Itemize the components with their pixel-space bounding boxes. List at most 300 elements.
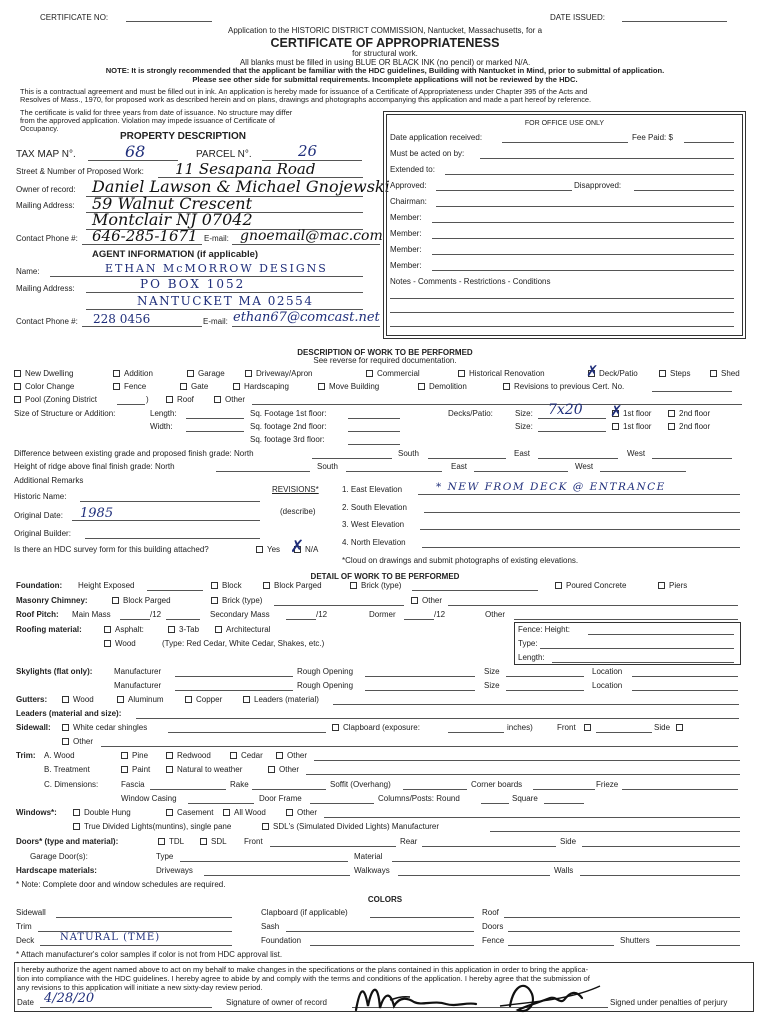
doors-rear-field[interactable]: [422, 846, 556, 847]
ridge-label: Height of ridge above final finish grade: North: [14, 462, 175, 471]
garage-type-field[interactable]: [180, 861, 348, 862]
front-field[interactable]: [596, 732, 652, 733]
treatment-other-checkbox[interactable]: [268, 766, 275, 773]
ridge-west-field[interactable]: [600, 471, 686, 472]
office-notes-line-2[interactable]: [390, 312, 734, 313]
skylights-size-2: Size: [484, 681, 500, 690]
certificate-no-field[interactable]: [126, 21, 212, 22]
agent-mailing-value-1[interactable]: PO BOX 1052: [140, 277, 246, 291]
driveway-checkbox[interactable]: [245, 370, 252, 377]
date-issued-field[interactable]: [622, 21, 727, 22]
paint-checkbox[interactable]: [121, 766, 128, 773]
skylights-location-2: Location: [592, 681, 623, 690]
dormer-label: Dormer: [369, 610, 396, 619]
agent-email-value[interactable]: ethan67@comcast.net: [233, 310, 380, 325]
doors-side-field[interactable]: [582, 846, 740, 847]
detail-heading: DETAIL OF WORK TO BE PERFORMED: [310, 572, 460, 581]
trim-wood-other-field[interactable]: [314, 760, 740, 761]
clapboard-checkbox[interactable]: [332, 724, 339, 731]
date-value[interactable]: 4/28/20: [44, 991, 95, 1006]
doors-sdl-label: SDL: [211, 837, 227, 846]
historical-checkbox[interactable]: [458, 370, 465, 377]
doors-side-label: Side: [560, 837, 577, 846]
office-approved-line[interactable]: [436, 190, 572, 191]
revision-west: 3. West Elevation: [342, 520, 405, 529]
foundation-brick-label: Brick (type): [361, 581, 402, 590]
penalties-label: Signed under penalties of perjury: [610, 998, 728, 1007]
hardscape-label: Hardscape materials:: [16, 866, 97, 875]
tax-map-value[interactable]: 68: [125, 142, 146, 161]
skylights-manufacturer-1: Manufacturer: [114, 667, 162, 676]
deck-size-label: Size:: [515, 409, 533, 418]
roof-pitch-label: Roof Pitch:: [16, 610, 59, 619]
colors-deck-value[interactable]: NATURAL (TME): [60, 932, 161, 943]
fence-length-field[interactable]: [552, 662, 734, 663]
walls-field[interactable]: [580, 875, 740, 876]
side-checkbox[interactable]: [676, 724, 683, 731]
sidewall-other-checkbox[interactable]: [62, 738, 69, 745]
colors-doors-field[interactable]: [508, 931, 740, 932]
pool-label: Pool (Zoning District: [25, 395, 98, 404]
survey-na-check-icon: ✗: [290, 537, 305, 557]
valid-line-1: The certificate is valid for three years from date of issuance. No structure may differ: [20, 108, 293, 117]
white-cedar-checkbox[interactable]: [62, 724, 69, 731]
demolition-checkbox[interactable]: [418, 383, 425, 390]
corner-boards-field[interactable]: [533, 789, 595, 790]
office-notes: Notes - Comments - Restrictions - Conditions: [390, 277, 551, 286]
revision-north-field[interactable]: [422, 547, 740, 548]
square-label: Square: [512, 794, 538, 803]
grade-north-field[interactable]: [312, 458, 392, 459]
work-subheading: See reverse for required documentation.: [313, 356, 457, 365]
office-extended-line[interactable]: [445, 174, 734, 175]
gutters-copper-checkbox[interactable]: [185, 696, 192, 703]
clapboard-exposure-field[interactable]: [448, 732, 504, 733]
office-disapproved: Disapproved:: [574, 181, 622, 190]
note-line-2: Please see other side for submittal requirements. Incomplete applications will not be reviewed by the HDC.: [192, 75, 578, 84]
colors-roof-field[interactable]: [504, 917, 740, 918]
driveways-field[interactable]: [204, 875, 350, 876]
sqft-1-field[interactable]: [348, 418, 400, 419]
office-disapproved-line[interactable]: [634, 190, 734, 191]
street-value[interactable]: 11 Sesapana Road: [175, 160, 316, 178]
width-field[interactable]: [186, 431, 244, 432]
doors-front-field[interactable]: [270, 846, 396, 847]
colors-sash-label: Sash: [261, 922, 280, 931]
white-cedar-field[interactable]: [168, 732, 326, 733]
length-label: Length:: [150, 409, 177, 418]
authorize-line-1: I hereby authorize the agent named above to act on my behalf to make changes in the specifications or the plans contained in this application in order to bring the applica-: [17, 965, 589, 974]
ridge-north-field[interactable]: [216, 471, 310, 472]
shed-checkbox[interactable]: [710, 370, 717, 377]
agent-name-value[interactable]: ETHAN McMORROW DESIGNS: [105, 262, 328, 275]
mailing-label: Mailing Address:: [16, 201, 75, 210]
poured-concrete-label: Poured Concrete: [566, 581, 627, 590]
front-checkbox[interactable]: [584, 724, 591, 731]
email-line: [232, 244, 380, 245]
architectural-checkbox[interactable]: [215, 626, 222, 633]
windows-other-checkbox[interactable]: [286, 809, 293, 816]
move-building-label: Move Building: [329, 382, 380, 391]
new-dwelling-checkbox[interactable]: [14, 370, 21, 377]
dormer-twelve: /12: [434, 610, 446, 619]
dormer-field[interactable]: [404, 619, 434, 620]
ridge-south-field[interactable]: [346, 471, 442, 472]
sqft-3-label: Sq. footage 3rd floor:: [250, 435, 325, 444]
roofing-material-label: Roofing material:: [16, 625, 82, 634]
chimney-brick-label: Brick (type): [222, 596, 263, 605]
sqft-2-field[interactable]: [348, 431, 400, 432]
other-label: Other: [225, 395, 246, 404]
skylights-rough-1-field[interactable]: [365, 676, 475, 677]
revision-east: 1. East Elevation: [342, 485, 403, 494]
deck-2nd-floor-checkbox[interactable]: [668, 410, 675, 417]
colors-foundation-field[interactable]: [310, 945, 474, 946]
driveway-label: Driveway/Apron: [256, 369, 313, 378]
treatment-other-label: Other: [279, 765, 300, 774]
tdl-label: TDL: [169, 837, 185, 846]
rake-field[interactable]: [252, 789, 326, 790]
colors-clapboard-field[interactable]: [370, 917, 474, 918]
grade-east-field[interactable]: [538, 458, 618, 459]
revision-east-value[interactable]: * NEW FROM DECK @ ENTRANCE: [436, 481, 666, 493]
leaders-material-checkbox[interactable]: [243, 696, 250, 703]
patio-size-field[interactable]: [538, 431, 606, 432]
pool-zoning-field[interactable]: [117, 404, 145, 405]
foundation-block-parged-checkbox[interactable]: [263, 582, 270, 589]
note-line-1: NOTE: It is strongly recommended that the applicant be familiar with the HDC guidelines, Building with Nantucket in Mind, prior to submittal of application.: [105, 66, 665, 75]
pool-checkbox[interactable]: [14, 396, 21, 403]
revision-south-field[interactable]: [424, 512, 740, 513]
survey-yes-checkbox[interactable]: [256, 546, 263, 553]
roof-other-label: Other: [485, 610, 506, 619]
doors-rear-label: Rear: [400, 837, 418, 846]
survey-question: Is there an HDC survey form for this building attached?: [14, 545, 209, 554]
revisions-prev-checkbox[interactable]: [503, 383, 510, 390]
length-field[interactable]: [186, 418, 244, 419]
other-checkbox[interactable]: [214, 396, 221, 403]
foundation-brick-field[interactable]: [412, 590, 538, 591]
garage-type-label: Type: [156, 852, 174, 861]
valid-line-3: Occupancy.: [20, 124, 59, 133]
redwood-checkbox[interactable]: [166, 752, 173, 759]
office-fee-paid: Fee Paid: $: [632, 133, 673, 142]
leaders-material-field[interactable]: [333, 704, 739, 705]
trim-wood-other-checkbox[interactable]: [276, 752, 283, 759]
owner-signature[interactable]: [350, 976, 610, 1020]
skylights-manufacturer-2-field[interactable]: [175, 690, 293, 691]
original-builder-label: Original Builder:: [14, 529, 71, 538]
colors-doors-label: Doors: [482, 922, 504, 931]
grade-west-field[interactable]: [652, 458, 732, 459]
difference-grade-label: Difference between existing grade and proposed finish grade: North: [14, 449, 254, 458]
garage-label: Garage: [198, 369, 225, 378]
sdl-label: SDL's (Simulated Divided Lights) Manufacturer: [273, 822, 440, 831]
original-builder-field[interactable]: [85, 538, 260, 539]
skylights-location-2-field[interactable]: [632, 690, 738, 691]
all-wood-checkbox[interactable]: [223, 809, 230, 816]
grade-south-label: South: [398, 449, 419, 458]
leaders-size-field[interactable]: [136, 718, 739, 719]
redwood-label: Redwood: [177, 751, 211, 760]
window-casing-label: Window Casing: [121, 794, 177, 803]
window-casing-field[interactable]: [188, 803, 254, 804]
trim-c-label: C. Dimensions:: [44, 780, 99, 789]
walkways-label: Walkways: [354, 866, 390, 875]
agent-email-line: [232, 326, 380, 327]
garage-material-field[interactable]: [392, 861, 740, 862]
skylights-size-2-field[interactable]: [506, 690, 584, 691]
other-field[interactable]: [252, 404, 742, 405]
signature-label: Signature of owner of record: [226, 998, 327, 1007]
height-exposed-label: Height Exposed: [78, 581, 135, 590]
office-must-be-acted-line[interactable]: [480, 158, 734, 159]
original-date-label: Original Date:: [14, 511, 63, 520]
grade-south-field[interactable]: [428, 458, 506, 459]
true-divided-checkbox[interactable]: [73, 823, 80, 830]
work-heading: DESCRIPTION OF WORK TO BE PERFORMED: [297, 348, 473, 357]
foundation-block-label: Block: [222, 581, 242, 590]
colors-sash-field[interactable]: [286, 931, 474, 932]
cloud-note: *Cloud on drawings and submit photographs of existing elevations.: [342, 556, 579, 565]
patio-2nd-floor-checkbox[interactable]: [668, 423, 675, 430]
door-frame-field[interactable]: [310, 803, 374, 804]
mailing-value-2[interactable]: Montclair NJ 07042: [92, 210, 253, 229]
main-mass-blank: [166, 619, 200, 620]
certificate-no-label: CERTIFICATE NO:: [40, 13, 109, 22]
walls-label: Walls: [554, 866, 574, 875]
owner-value[interactable]: Daniel Lawson & Michael Gnojewski: [92, 177, 390, 196]
office-heading: FOR OFFICE USE ONLY: [524, 120, 605, 127]
roof-label: Roof: [177, 395, 194, 404]
contract-line-1: This is a contractual agreement and must be filled out in ink. An application is hereby made for issuance of a Certificate of Appropriateness under Chapter 395 of the Acts and: [20, 87, 588, 96]
trim-b-label: B. Treatment: [44, 765, 90, 774]
chimney-block-parged-label: Block Parged: [123, 596, 171, 605]
fascia-field[interactable]: [150, 789, 226, 790]
email-value[interactable]: gnoemail@mac.com: [240, 228, 383, 244]
addition-checkbox[interactable]: [113, 370, 120, 377]
color-change-checkbox[interactable]: [14, 383, 21, 390]
asphalt-label: Asphalt:: [115, 625, 144, 634]
revisions-prev-label: Revisions to previous Cert. No.: [514, 382, 625, 391]
tdl-checkbox[interactable]: [158, 838, 165, 845]
secondary-mass-twelve: /12: [316, 610, 328, 619]
commercial-label: Commercial: [377, 369, 420, 378]
date-issued-label: DATE ISSUED:: [550, 13, 605, 22]
grade-west-label: West: [627, 449, 646, 458]
main-mass-field[interactable]: [120, 619, 150, 620]
hardscaping-label: Hardscaping: [244, 382, 289, 391]
height-exposed-field[interactable]: [147, 590, 203, 591]
sidewall-other-field[interactable]: [101, 746, 738, 747]
survey-na-label: N/A: [305, 545, 319, 554]
decks-patio-label: Decks/Patio:: [448, 409, 493, 418]
ridge-east-field[interactable]: [474, 471, 568, 472]
sdl-manufacturer-field[interactable]: [490, 831, 740, 832]
fence-checkbox[interactable]: [113, 383, 120, 390]
piers-checkbox[interactable]: [658, 582, 665, 589]
office-notes-line-3[interactable]: [390, 326, 734, 327]
skylights-location-1-field[interactable]: [632, 676, 738, 677]
agent-mailing-label: Mailing Address:: [16, 284, 75, 293]
skylights-label: Skylights (flat only):: [16, 667, 93, 676]
foundation-brick-checkbox[interactable]: [350, 582, 357, 589]
main-mass-twelve: /12: [150, 610, 162, 619]
true-divided-label: True Divided Lights(muntins), single pane: [84, 822, 232, 831]
cedar-checkbox[interactable]: [230, 752, 237, 759]
columns-round-field[interactable]: [481, 803, 509, 804]
pine-checkbox[interactable]: [121, 752, 128, 759]
rake-label: Rake: [230, 780, 249, 789]
agent-name-label: Name:: [16, 267, 40, 276]
office-member-1-line[interactable]: [432, 222, 734, 223]
detail-note: * Note: Complete door and window schedules are required.: [16, 880, 226, 889]
foundation-block-checkbox[interactable]: [211, 582, 218, 589]
patio-1st-floor-checkbox[interactable]: [612, 423, 619, 430]
steps-checkbox[interactable]: [659, 370, 666, 377]
parcel-value[interactable]: 26: [298, 142, 318, 160]
garage-checkbox[interactable]: [187, 370, 194, 377]
garage-doors-label: Garage Door(s):: [30, 852, 88, 861]
skylights-rough-1: Rough Opening: [297, 667, 354, 676]
agent-mailing-value-2[interactable]: NANTUCKET MA 02554: [137, 294, 314, 308]
chimney-block-parged-checkbox[interactable]: [112, 597, 119, 604]
agent-contact-line: [82, 326, 202, 327]
poured-concrete-checkbox[interactable]: [555, 582, 562, 589]
sdl-checkbox[interactable]: [262, 823, 269, 830]
square-field[interactable]: [544, 803, 584, 804]
secondary-mass-field[interactable]: [286, 619, 316, 620]
office-use-inner: [386, 114, 743, 336]
commercial-checkbox[interactable]: [366, 370, 373, 377]
contact-value[interactable]: 646-285-1671: [92, 227, 198, 245]
colors-roof-label: Roof: [482, 908, 499, 917]
fence-height-field[interactable]: [588, 634, 734, 635]
chimney-brick-checkbox[interactable]: [211, 597, 218, 604]
colors-fence-field[interactable]: [508, 945, 614, 946]
deck-1st-floor-check-icon: ✗: [610, 402, 623, 420]
colors-trim-label: Trim: [16, 922, 32, 931]
deck-patio-label: Deck/Patio: [599, 369, 638, 378]
gutters-wood-label: Wood: [73, 695, 94, 704]
revision-south: 2. South Elevation: [342, 503, 407, 512]
roof-other-field[interactable]: [514, 619, 738, 620]
driveways-label: Driveways: [156, 866, 193, 875]
agent-contact-value[interactable]: 228 0456: [93, 312, 151, 326]
survey-yes-label: Yes: [267, 545, 281, 554]
colors-sidewall-field[interactable]: [56, 917, 232, 918]
office-member-3: Member:: [390, 245, 422, 254]
foundation-label: Foundation:: [16, 581, 63, 590]
pool-close: ): [146, 395, 149, 404]
fence-type-field[interactable]: [540, 648, 734, 649]
natural-checkbox[interactable]: [166, 766, 173, 773]
size-structure-label: Size of Structure or Addition:: [14, 409, 116, 418]
roofing-wood-checkbox[interactable]: [104, 640, 111, 647]
office-notes-line-1[interactable]: [390, 298, 734, 299]
main-mass-label: Main Mass: [72, 610, 111, 619]
contact-label: Contact Phone #:: [16, 234, 78, 243]
office-approved: Approved:: [390, 181, 427, 190]
windows-other-field[interactable]: [324, 817, 740, 818]
office-member-4-line[interactable]: [432, 270, 734, 271]
doors-sdl-checkbox[interactable]: [200, 838, 207, 845]
roof-checkbox[interactable]: [166, 396, 173, 403]
blanks-note: All blanks must be filled in using BLUE OR BLACK INK (no pencil) or marked N/A.: [239, 58, 531, 67]
colors-sidewall-label: Sidewall: [16, 908, 46, 917]
sqft-3-field[interactable]: [348, 444, 400, 445]
chimney-brick-field[interactable]: [274, 605, 404, 606]
original-date-value[interactable]: 1985: [80, 506, 114, 521]
revisions-prev-field[interactable]: [652, 391, 732, 392]
chimney-other-field[interactable]: [448, 605, 738, 606]
office-member-3-line[interactable]: [432, 254, 734, 255]
pine-label: Pine: [132, 751, 149, 760]
hardscaping-checkbox[interactable]: [233, 383, 240, 390]
skylights-size-1-field[interactable]: [506, 676, 584, 677]
office-date-received-line[interactable]: [502, 142, 628, 143]
colors-fence-label: Fence: [482, 936, 505, 945]
office-fee-line[interactable]: [684, 142, 734, 143]
property-heading: PROPERTY DESCRIPTION: [120, 131, 246, 142]
historic-name-field[interactable]: [80, 501, 260, 502]
date-line: [40, 1007, 212, 1008]
door-frame-label: Door Frame: [259, 794, 302, 803]
contract-line-2: Resolves of Mass., 1970, for proposed work as described herein and on plans, drawings and photographs accompanying this application and made a part hereof by reference.: [20, 95, 592, 104]
email-label: E-mail:: [204, 234, 229, 243]
skylights-manufacturer-1-field[interactable]: [175, 676, 293, 677]
trim-a-label: A. Wood: [44, 751, 75, 760]
deck-2nd-floor-label: 2nd floor: [679, 409, 711, 418]
deck-size-value[interactable]: 7x20: [548, 402, 583, 418]
office-member-2-line[interactable]: [432, 238, 734, 239]
colors-attach-note: * Attach manufacturer's color samples if color is not from HDC approval list.: [16, 950, 283, 959]
asphalt-checkbox[interactable]: [104, 626, 111, 633]
white-cedar-label: White cedar shingles: [73, 723, 148, 732]
colors-heading: COLORS: [367, 895, 403, 904]
valid-line-2: from the approved application. Violation may impede issuance of Certificate of: [20, 116, 275, 125]
frieze-field[interactable]: [622, 789, 738, 790]
gutters-label: Gutters:: [16, 695, 48, 704]
shed-label: Shed: [721, 369, 740, 378]
colors-shutters-field[interactable]: [656, 945, 740, 946]
chimney-other-checkbox[interactable]: [411, 597, 418, 604]
three-tab-checkbox[interactable]: [168, 626, 175, 633]
casement-checkbox[interactable]: [166, 809, 173, 816]
skylights-rough-2-field[interactable]: [365, 690, 475, 691]
trim-wood-other-label: Other: [287, 751, 308, 760]
revision-east-line: [418, 494, 740, 495]
authorize-line-3: any revisions to this application will initiate a new sixty-day review period.: [17, 983, 263, 992]
double-hung-checkbox[interactable]: [73, 809, 80, 816]
gate-checkbox[interactable]: [180, 383, 187, 390]
mailing-value-1[interactable]: 59 Walnut Crescent: [92, 194, 253, 213]
double-hung-label: Double Hung: [84, 808, 131, 817]
treatment-other-field[interactable]: [306, 774, 740, 775]
leaders-material-label: Leaders (material): [254, 695, 319, 704]
revision-west-field[interactable]: [420, 529, 740, 530]
move-building-checkbox[interactable]: [318, 383, 325, 390]
office-date-received: Date application received:: [390, 133, 483, 142]
gutters-aluminum-checkbox[interactable]: [117, 696, 124, 703]
agent-heading: AGENT INFORMATION (if applicable): [92, 249, 259, 260]
office-chairman-line[interactable]: [436, 206, 734, 207]
fence-length-label: Length:: [518, 653, 545, 662]
soffit-field[interactable]: [403, 789, 467, 790]
walkways-field[interactable]: [398, 875, 550, 876]
architectural-label: Architectural: [226, 625, 271, 634]
gutters-wood-checkbox[interactable]: [62, 696, 69, 703]
